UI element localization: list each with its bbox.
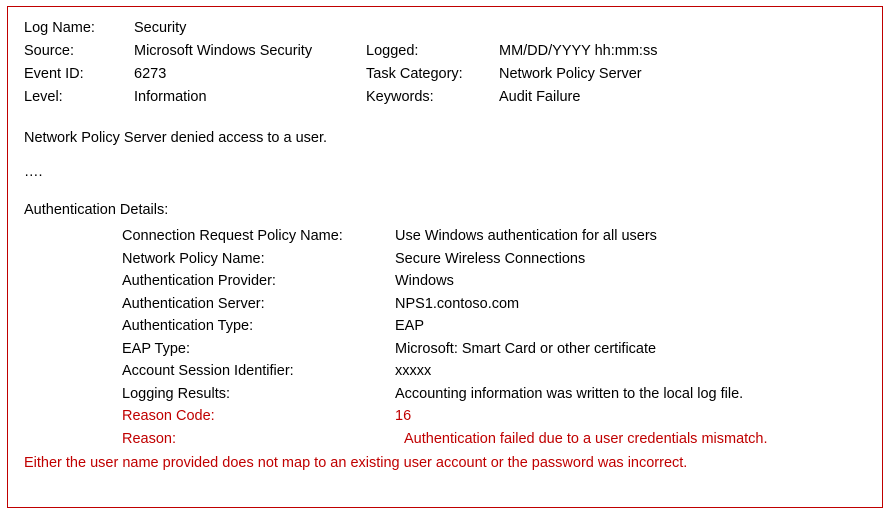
detail-row [24,252,866,275]
source-label: Source: [24,43,74,59]
event-id-label: Event ID: [24,66,84,82]
event-message-ellipsis: …. [24,164,43,180]
log-name-label: Log Name: [24,20,95,36]
detail-row [24,432,866,455]
authentication-details-list [24,229,866,454]
header-row [24,21,866,44]
level-label: Level: [24,89,63,105]
header-row [24,90,866,113]
keywords-value: Audit Failure [499,89,581,105]
event-log-card [7,6,883,508]
detail-row [24,229,866,252]
detail-row [24,274,866,297]
network-policy-name-label: Network Policy Name: [122,250,265,267]
event-log-content [8,7,882,486]
detail-row [24,387,866,410]
authentication-server-label: Authentication Server: [122,295,265,312]
header-row [24,67,866,90]
connection-request-policy-name-value: Use Windows authentication for all users [395,228,657,244]
task-category-value: Network Policy Server [499,66,642,82]
logged-value: MM/DD/YYYY hh:mm:ss [499,43,658,59]
authentication-provider-value: Windows [395,273,454,289]
reason-detail-note: Either the user name provided does not map to an existing user account or the password was incorrect. [24,455,688,471]
event-header [24,21,866,113]
detail-row [24,297,866,320]
detail-row [24,364,866,387]
keywords-label: Keywords: [366,89,434,105]
authentication-provider-label: Authentication Provider: [122,273,276,289]
authentication-server-value: NPS1.contoso.com [395,295,520,312]
event-message: Network Policy Server denied access to a user. [24,130,328,146]
detail-row [24,319,866,342]
reason-value: Authentication failed due to a user credentials mismatch. [404,430,768,447]
level-value: Information [134,89,207,105]
eap-type-label: EAP Type: [122,340,190,357]
connection-request-policy-name-label: Connection Request Policy Name: [122,228,343,244]
authentication-type-value: EAP [395,318,425,334]
network-policy-name-value: Secure Wireless Connections [395,250,586,267]
source-value: Microsoft Windows Security [134,43,313,59]
account-session-identifier-label: Account Session Identifier: [122,363,294,379]
logged-label: Logged: [366,43,419,59]
eap-type-value: Microsoft: Smart Card or other certificate [395,340,657,357]
task-category-label: Task Category: [366,66,463,82]
authentication-type-label: Authentication Type: [122,318,254,334]
event-id-value: 6273 [134,66,167,82]
detail-row [24,409,866,432]
reason-code-value: 16 [395,408,412,424]
detail-row [24,342,866,365]
reason-code-label: Reason Code: [122,408,215,424]
account-session-identifier-value: xxxxx [395,363,432,379]
logging-results-label: Logging Results: [122,385,231,402]
reason-label: Reason: [122,430,177,447]
log-name-value: Security [134,20,187,36]
authentication-details-title: Authentication Details: [24,202,169,218]
header-row [24,44,866,67]
logging-results-value: Accounting information was written to the local log file. [395,385,744,402]
